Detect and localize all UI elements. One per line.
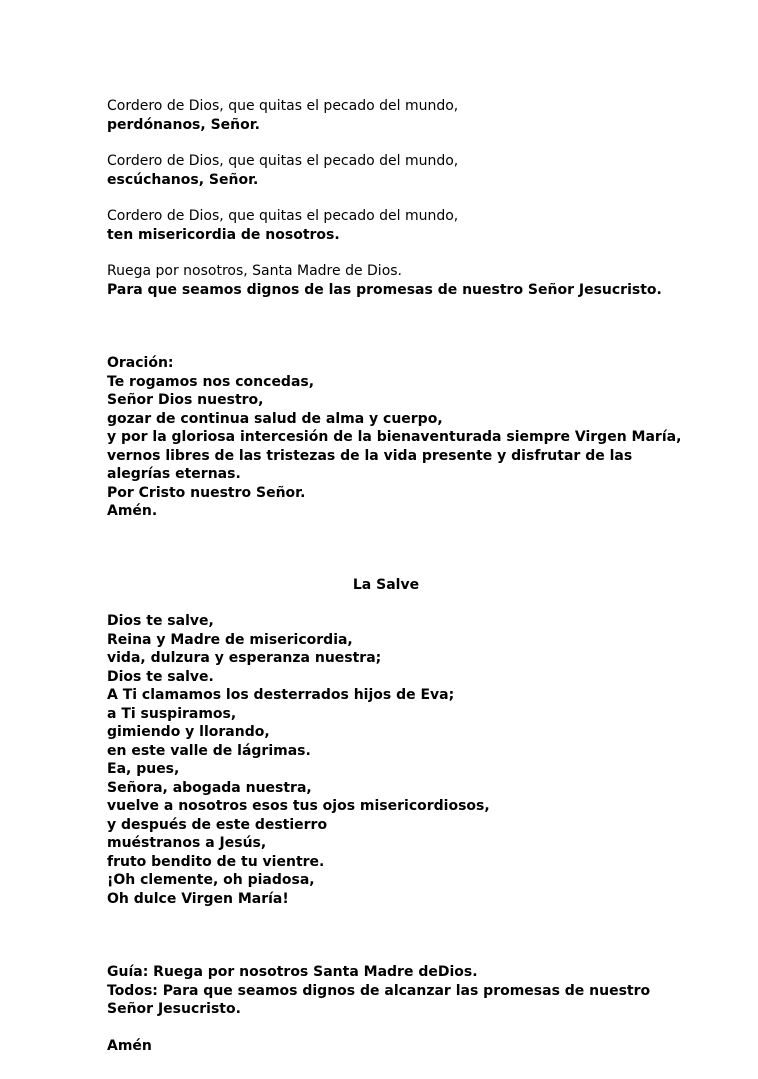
salve-line: Oh dulce Virgen María! (107, 890, 289, 907)
salve-line: vuelve a nosotros esos tus ojos misericordiosos, (107, 798, 490, 814)
litany-response: ten misericordia de nosotros. (107, 226, 340, 243)
litany-call: Cordero de Dios, que quitas el pecado del mundo, (107, 98, 459, 114)
litany-call: Cordero de Dios, que quitas el pecado del mundo, (107, 208, 459, 224)
closing-amen: Amén (107, 1037, 152, 1054)
salve-line: Reina y Madre de misericordia, (107, 631, 353, 648)
oracion-line: vernos libres de las tristezas de la vida presente y disfrutar de las (107, 447, 633, 464)
salve-line: Dios te salve. (107, 668, 214, 685)
document-page (107, 97, 707, 1055)
salve-line: muéstranos a Jesús, (107, 835, 267, 851)
oracion-heading: Oración: (107, 355, 174, 371)
closing-line-guia: Guía: Ruega por nosotros Santa Madre deDios. (107, 964, 478, 980)
oracion-line: y por la gloriosa intercesión de la bienaventurada siempre Virgen María, (107, 429, 682, 445)
salve-line: Señora, abogada nuestra, (107, 779, 312, 796)
salve-line: y después de este destierro (107, 816, 328, 833)
litany-response: Para que seamos dignos de las promesas de nuestro Señor Jesucristo. (107, 281, 662, 298)
salve-block (107, 612, 707, 908)
salve-title: La Salve (352, 576, 420, 593)
litany-response: escúchanos, Señor. (107, 171, 259, 188)
litany-response: perdónanos, Señor. (107, 116, 260, 133)
salve-line: gimiendo y llorando, (107, 724, 270, 740)
litany-block-3 (107, 207, 707, 244)
closing-block (107, 963, 707, 1019)
salve-line: en este valle de lágrimas. (107, 742, 311, 759)
salve-line: Dios te salve, (107, 613, 214, 629)
litany-block-1 (107, 97, 707, 134)
litany-block-4 (107, 262, 707, 299)
oracion-line: Por Cristo nuestro Señor. (107, 484, 306, 501)
salve-line: vida, dulzura y esperanza nuestra; (107, 650, 382, 666)
litany-block-2 (107, 152, 707, 189)
litany-call: Ruega por nosotros, Santa Madre de Dios. (107, 263, 402, 279)
closing-line-todos: Todos: Para que seamos dignos de alcanzar las promesas de nuestro (107, 982, 651, 999)
oracion-line: Señor Dios nuestro, (107, 392, 264, 408)
oracion-block (107, 354, 707, 521)
oracion-line: alegrías eternas. (107, 466, 241, 482)
salve-line: a Ti suspiramos, (107, 705, 237, 722)
salve-line: ¡Oh clemente, oh piadosa, (107, 872, 315, 888)
oracion-line: Amén. (107, 503, 158, 519)
salve-line: A Ti clamamos los desterrados hijos de Eva; (107, 687, 455, 703)
salve-line: fruto bendito de tu vientre. (107, 853, 325, 870)
oracion-line: gozar de continua salud de alma y cuerpo, (107, 410, 443, 427)
oracion-line: Te rogamos nos concedas, (107, 373, 315, 390)
salve-line: Ea, pues, (107, 761, 180, 777)
litany-call: Cordero de Dios, que quitas el pecado del mundo, (107, 153, 459, 169)
closing-line: Señor Jesucristo. (107, 1001, 241, 1017)
